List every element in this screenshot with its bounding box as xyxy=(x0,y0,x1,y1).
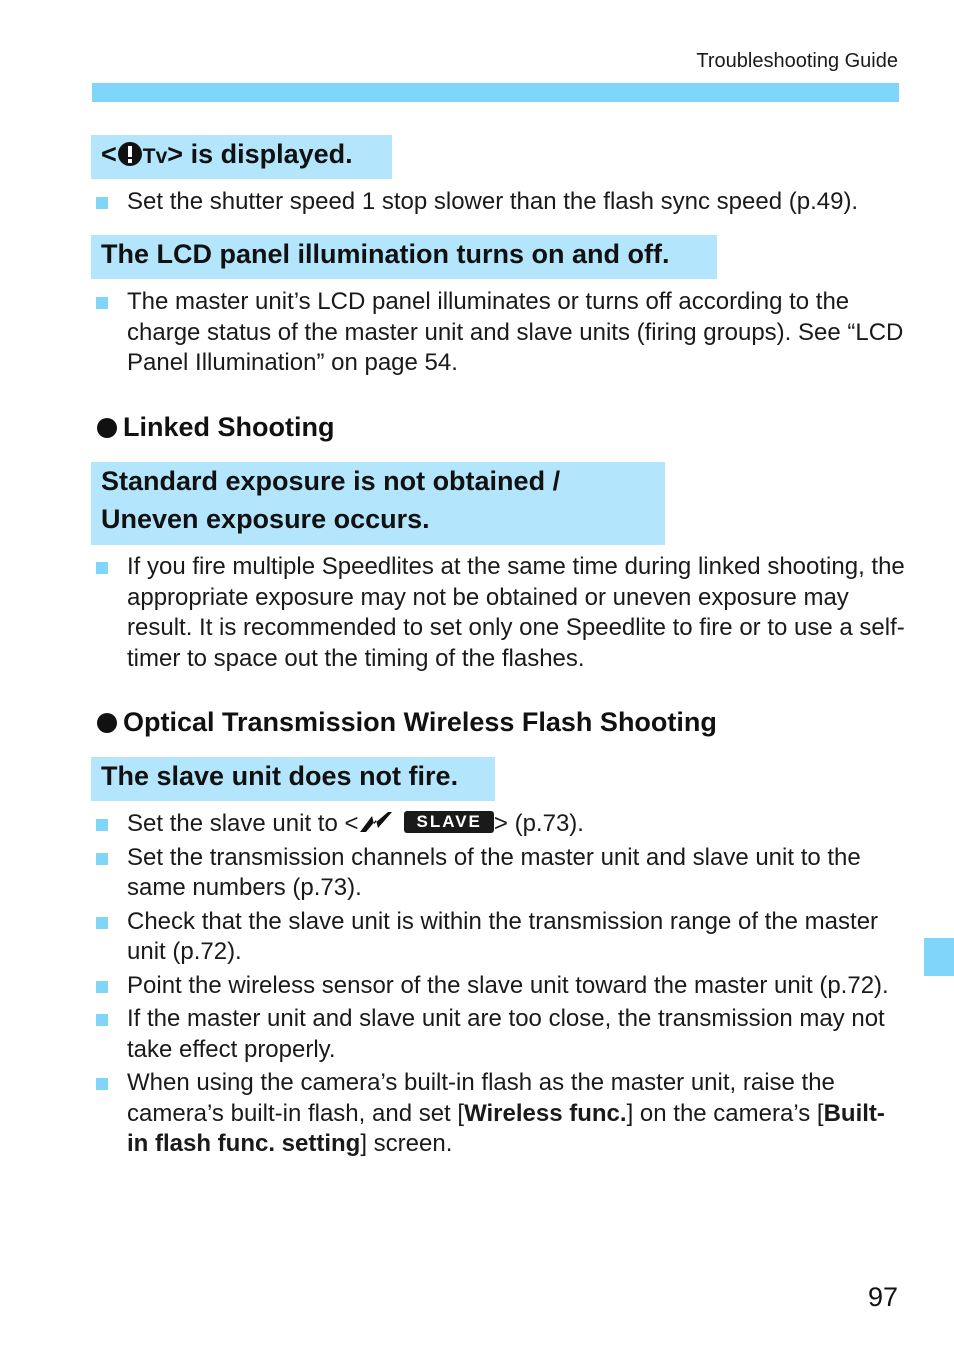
list-item xyxy=(96,552,906,674)
optical-bullet-list xyxy=(96,809,906,1160)
list-item xyxy=(96,1068,906,1160)
heading-lcd-panel: The LCD panel illumination turns on and off. xyxy=(91,235,717,279)
wireless-flash-icon xyxy=(358,810,398,834)
slave-badge: SLAVE xyxy=(404,811,493,833)
list-item xyxy=(96,907,906,968)
running-head: Troubleshooting Guide xyxy=(696,50,898,72)
bullet-dot-icon xyxy=(97,713,117,733)
setting-name: Wireless func. xyxy=(464,1099,627,1127)
heading-slave-not-fire: The slave unit does not fire. xyxy=(91,757,495,801)
wireless-slave-icon xyxy=(358,810,493,834)
list-item xyxy=(96,809,906,840)
heading-uneven-exposure xyxy=(91,462,665,545)
bullet-text: If you fire multiple Speedlites at the same time during linked shooting, the appropriate exposure may not be obtained or uneven exposure may result. It is recommended to set only one Speedlite to fire or to use a self-timer to space out the timing of the flashes. xyxy=(127,553,905,672)
bullet-dot-icon xyxy=(97,418,117,438)
bullet-text: The master unit’s LCD panel illuminates or turns off according to the charge status of the master unit and slave units (firing groups). See “LCD Panel Illumination” on page 54. xyxy=(127,288,904,376)
list-item xyxy=(96,971,906,1002)
list-item xyxy=(96,287,906,379)
heading-tv-displayed xyxy=(91,135,392,179)
bullet-square-icon xyxy=(96,981,108,993)
heading-line-1: Standard exposure is not obtained / xyxy=(101,466,561,496)
lcd-bullet-list xyxy=(96,287,906,379)
bullet-square-icon xyxy=(96,917,108,929)
warning-icon xyxy=(117,139,143,165)
section-title-optical-transmission xyxy=(97,707,717,738)
bullet-square-icon xyxy=(96,819,108,831)
list-item xyxy=(96,1004,906,1065)
tv-bullet-list xyxy=(96,187,906,218)
setting-name: Built-in flash func. setting xyxy=(127,1099,885,1157)
page-number: 97 xyxy=(867,1282,898,1312)
section-title-text: Linked Shooting xyxy=(123,412,335,442)
bullet-square-icon xyxy=(96,853,108,865)
bullet-text: Point the wireless sensor of the slave unit toward the master unit (p.72). xyxy=(127,971,889,999)
linked-bullet-list xyxy=(96,552,906,674)
bullet-text: Check that the slave unit is within the transmission range of the master unit (p.72). xyxy=(127,907,879,965)
bullet-text: ] screen. xyxy=(360,1130,453,1157)
section-title-linked-shooting xyxy=(97,412,334,443)
bullet-square-icon xyxy=(96,197,108,209)
bullet-text: Set the shutter speed 1 stop slower than the flash sync speed (p.49). xyxy=(127,188,859,215)
header-accent-bar xyxy=(92,83,899,102)
list-item xyxy=(96,843,906,904)
bullet-text: If the master unit and slave unit are too close, the transmission may not take effect properly. xyxy=(127,1005,885,1063)
bullet-square-icon xyxy=(96,1078,108,1090)
list-item xyxy=(96,187,906,218)
bullet-square-icon xyxy=(96,562,108,574)
bullet-text: ] on the camera’s [ xyxy=(626,1099,824,1127)
bullet-text: When using the camera’s built-in flash as the master unit, raise the camera’s built-in flash, and set [ xyxy=(127,1069,835,1127)
section-title-text: Optical Transmission Wireless Flash Shooting xyxy=(123,707,717,737)
heading-line-2: Uneven exposure occurs. xyxy=(101,504,430,534)
bullet-text: Set the slave unit to < xyxy=(127,810,359,837)
bullet-square-icon xyxy=(96,1014,108,1026)
chapter-tab xyxy=(924,938,954,976)
heading-close: > is displayed. xyxy=(167,139,353,169)
heading-open: < xyxy=(101,139,117,169)
bullet-square-icon xyxy=(96,297,108,309)
tv-label: Tv xyxy=(142,145,168,168)
bullet-text-after: > (p.73). xyxy=(493,810,584,837)
bullet-text: Set the transmission channels of the master unit and slave unit to the same numbers (p.73). xyxy=(127,843,861,901)
